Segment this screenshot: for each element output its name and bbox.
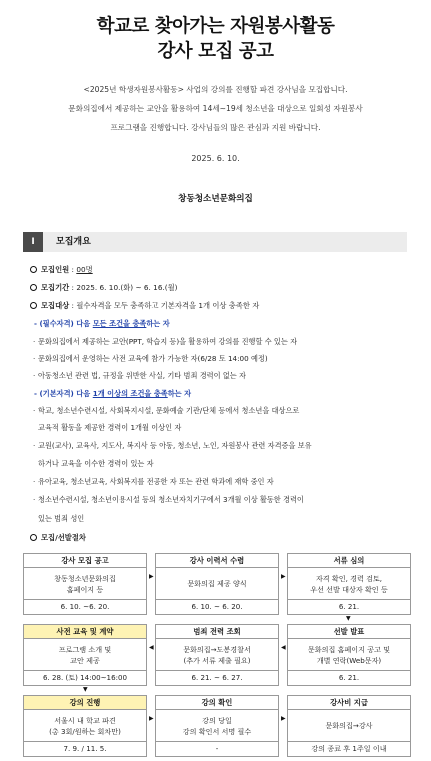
circle-bullet-icon [30,302,37,309]
recruit-target-label: 모집대상 [41,301,70,310]
process-step-2: 강사 이력서 수렴 문화의집 제공 양식 6. 10. ~ 6. 20. [155,553,279,615]
arrow-down-icon: ▼ [346,615,351,622]
recruit-period-value: 2025. 6. 10.(화) ~ 6. 16.(월) [76,283,178,292]
process-step-3: 서류 심의 자격 확인, 경력 검토, 우선 선발 대상자 확인 등 6. 21. [287,553,411,615]
announcement-date: 2025. 6. 10. [191,154,240,163]
process-step-7: 강의 진행 서울시 내 학교 파견 (총 3회/원하는 회차만) 7. 9. / 11. 5. [23,695,147,757]
basic-item-4: · 청소년수련시설, 청소년이용시설 등의 청소년자치기구에서 3개월 이상 활동한 경력이 [33,495,304,504]
circle-bullet-icon [30,284,37,291]
arrow-right-icon: ▶ [149,573,154,580]
recruit-count-label: 모집인원 [41,265,70,274]
basic-item-3: · 유아교육, 청소년교육, 사회복지를 전공한 자 또는 관련 학과에 재학 중인 자 [33,477,274,486]
basic-item-2: · 교원(교사), 교육사, 지도사, 복지사 등 아동, 청소년, 노인, 자원봉사 관련 자격증을 보유 [33,441,312,450]
process-step-5: 범죄 전력 조회 문화의집→도봉경찰서 (추가 서류 제출 필요) 6. 21. ~ 6. 27. [155,624,279,686]
recruit-period-row: 모집기간 : 2025. 6. 10.(화) ~ 6. 16.(월) [30,282,178,293]
process-step-6: 선발 발표 문화의집 홈페이지 공고 및 개별 연락(Web문자) 6. 21. [287,624,411,686]
recruit-period-label: 모집기간 [41,283,70,292]
section-title: 모집개요 [56,237,91,247]
recruit-target-value: 필수자격을 모두 충족하고 기본자격을 1개 이상 충족한 자 [76,301,260,310]
basic-item-1-cont: 교육적 활동을 제공한 경력이 1개월 이상인 자 [38,423,182,432]
recruit-count-value: 00명 [76,265,93,274]
basic-item-2-cont: 하거나 교육을 이수한 경력이 있는 자 [38,459,154,468]
section-number: Ⅰ [23,232,43,252]
required-item-3: · 아동청소년 관련 법, 규정을 위반한 사실, 기타 범죄 경력이 없는 자 [33,371,246,380]
intro-text [20,80,411,137]
recruit-count-row: 모집인원 : 00명 [30,264,93,275]
arrow-left-icon: ◀ [149,644,154,651]
basic-item-1: · 학교, 청소년수련시설, 사회복지시설, 문화예술 기관/단체 등에서 청소년을 대상으로 [33,406,300,415]
intro-line-1: <2025년 학생자원봉사활동> 사업의 강의를 진행할 파견 강사님을 모집합니다. [83,85,348,94]
page-title-line2: 강사 모집 공고 [157,41,274,62]
circle-bullet-icon [30,534,37,541]
basic-qualification-heading: - (기본자격) 다음 1개 이상의 조건을 충족하는 자 [34,389,192,398]
process-step-4: 사전 교육 및 계약 프로그램 소개 및 교안 제공 6. 28. (토) 14:00~16:00 [23,624,147,686]
intro-line-3: 프로그램을 진행합니다. 강사님들의 많은 관심과 지원 바랍니다. [110,123,321,132]
process-step-9: 강사비 지급 문화의집→강사 강의 종료 후 1주일 이내 [287,695,411,757]
organization-name: 창동청소년문화의집 [178,194,253,204]
process-label: 모집/선발절차 [41,533,86,542]
arrow-down-icon: ▼ [83,686,88,693]
process-label-row [30,532,86,543]
required-qualification-heading: - (필수자격) 다음 모든 조건을 충족하는 자 [34,319,170,328]
section-header [23,232,407,252]
basic-item-4-cont: 있는 범죄 성인 [38,514,85,523]
circle-bullet-icon [30,266,37,273]
arrow-right-icon: ▶ [149,715,154,722]
process-step-1: 강사 모집 공고 창동청소년문화의집 홈페이지 등 6. 10. ~6. 20. [23,553,147,615]
arrow-left-icon: ◀ [281,644,286,651]
arrow-right-icon: ▶ [281,573,286,580]
page-title-line1: 학교로 찾아가는 자원봉사활동 [96,16,335,37]
required-item-2: · 문화의집에서 운영하는 사전 교육에 참가 가능한 자(6/28 토 14:00 예정) [33,354,268,363]
process-step-8: 강의 확인 강의 당일 강의 확인서 서명 필수 - [155,695,279,757]
arrow-right-icon: ▶ [281,715,286,722]
recruit-target-row: 모집대상 : 필수자격을 모두 충족하고 기본자격을 1개 이상 충족한 자 [30,300,259,311]
intro-line-2: 문화의집에서 제공하는 교안을 활용하여 14세~19세 청소년을 대상으로 일회성 자원봉사 [68,104,363,113]
required-item-1: · 문화의집에서 제공하는 교안(PPT, 학습지 등)을 활용하여 강의를 진행할 수 있는 자 [33,337,298,346]
